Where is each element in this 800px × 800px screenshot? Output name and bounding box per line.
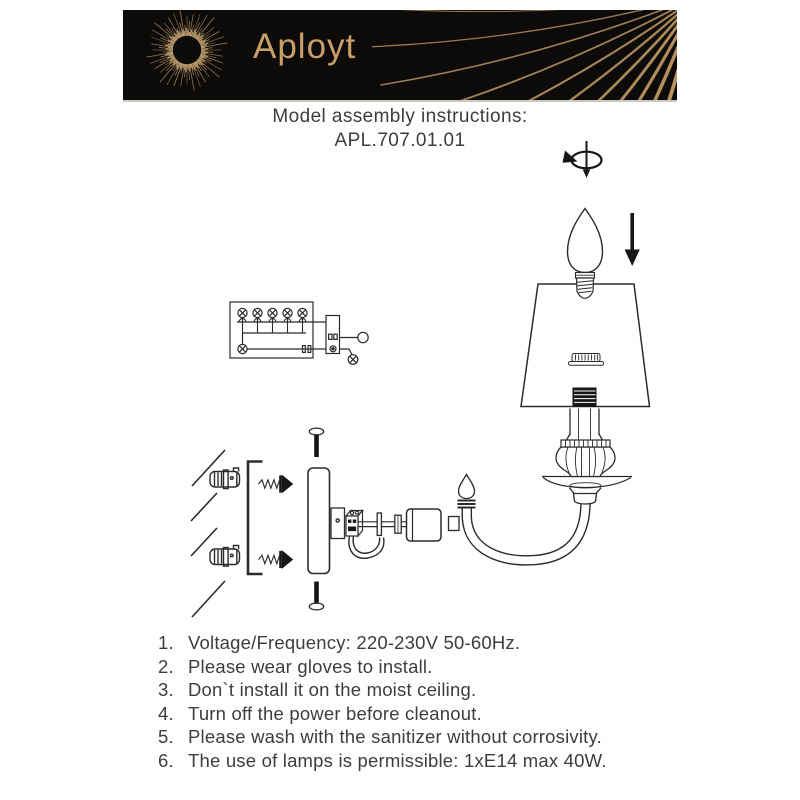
list-item-text: Voltage/Frequency: 220-230V 50-60Hz. <box>188 632 521 653</box>
machine-screw <box>309 428 323 457</box>
list-item-number: 5. <box>158 726 174 748</box>
list-item-text: Please wear gloves to install. <box>188 655 433 677</box>
lampshade-drawing <box>521 284 650 407</box>
wall-anchor <box>210 546 240 567</box>
list-item-number: 1. <box>158 632 174 653</box>
list-item-number: 4. <box>158 702 174 724</box>
list-item <box>158 725 718 749</box>
screw <box>259 550 294 569</box>
model-number: APL.707.01.01 <box>334 129 466 151</box>
junction-plate <box>331 508 345 539</box>
mounting-diagram <box>191 428 441 617</box>
rotation-icon <box>563 141 602 178</box>
lamp-arm-drawing <box>467 502 586 560</box>
wiring-diagram-icon <box>230 302 368 364</box>
arrow-down-icon <box>625 213 640 266</box>
list-item-number: 6. <box>158 749 174 771</box>
list-item <box>158 655 718 679</box>
list-item-number: 2. <box>158 655 174 677</box>
list-item-number: 3. <box>158 679 174 701</box>
machine-screw <box>309 582 323 610</box>
brand-name: Aployt <box>253 27 357 66</box>
mounting-plate <box>308 468 330 574</box>
list-item <box>158 749 718 773</box>
canopy-cup <box>407 509 442 541</box>
arm-connector-tab <box>449 517 460 531</box>
screw <box>259 475 294 494</box>
list-item <box>158 631 718 655</box>
threaded-rod <box>358 513 407 535</box>
list-item <box>158 678 718 702</box>
wall-anchor <box>210 468 240 489</box>
list-item-text: The use of lamps is permissible: 1xE14 max 40W. <box>188 749 607 771</box>
instructions-list <box>158 631 718 773</box>
wires <box>349 536 384 558</box>
candle-sleeve-drawing <box>567 409 603 441</box>
terminal-block <box>346 511 363 537</box>
socket-drawing <box>573 388 597 408</box>
page-title: Model assembly instructions: <box>272 106 528 127</box>
wall-hatch <box>191 450 225 617</box>
list-item <box>158 702 718 726</box>
list-item-text: Please wash with the sanitizer without corrosivity. <box>188 726 602 748</box>
crystal-drawing <box>556 440 615 477</box>
bobeche-drawing <box>542 477 632 504</box>
list-item-text: Don`t install it on the moist ceiling. <box>188 679 477 701</box>
list-item-text: Turn off the power before cleanout. <box>188 702 482 724</box>
